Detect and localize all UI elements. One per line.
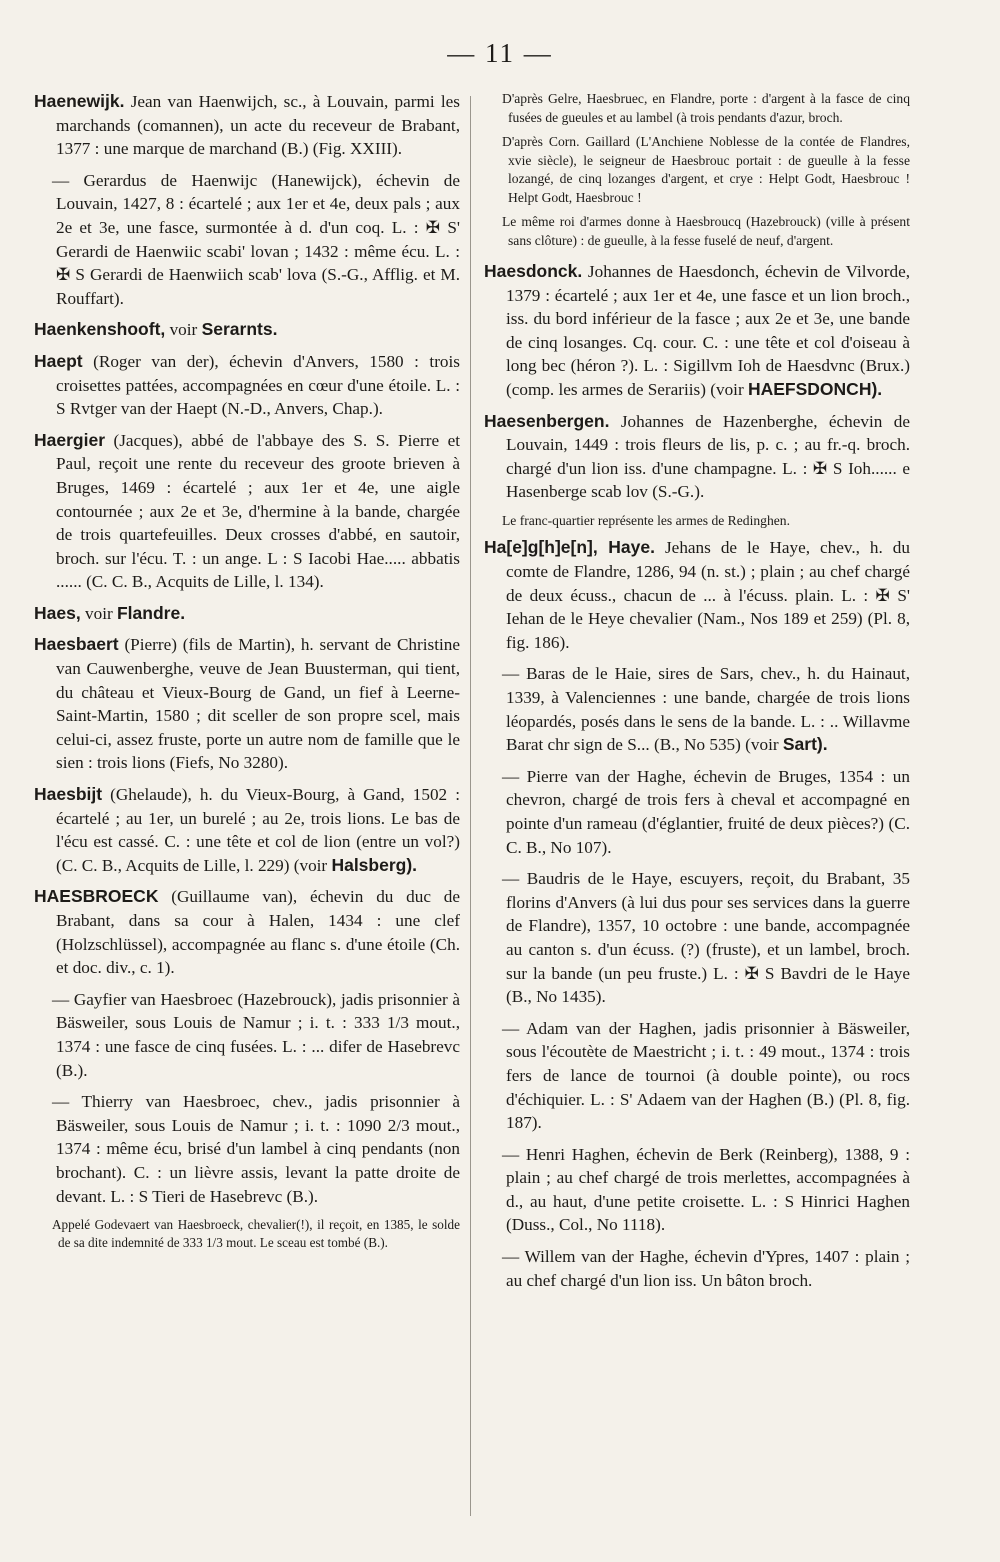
left-column — [34, 90, 460, 1258]
entry-henri — [484, 1143, 910, 1237]
entry-gerardus — [34, 169, 460, 311]
note-gelre — [484, 90, 910, 127]
headword: Haesbijt — [34, 784, 103, 805]
entry-text: voir — [80, 603, 117, 623]
headword: Haes, — [34, 602, 81, 623]
entry-willem — [484, 1245, 910, 1292]
entry-text: — Pierre van der Haghe, échevin de Bruges, 1354 : un chevron, chargé de trois fers à cheval et accompagné en pointe d'un rameau (d'églantier, fruité de deux pièces?) (C. C. B., No 107). — [502, 766, 910, 857]
entry-text: — Henri Haghen, échevin de Berk (Reinberg), 1388, 9 : plain ; au chef chargé de trois merlettes, accompagnées à d., au haut, d'une petite croisette. L. : S Hinrici Haghen (Duss., Col., No 1118). — [502, 1144, 910, 1235]
entry-baras — [484, 662, 910, 756]
entry-text: Jean van Haenwijch, sc., à Louvain, parmi les marchands (comannen), un acte du receveur de Brabant, 1377 : une marque de marchand (B.) (Fig. XXIII). — [56, 92, 460, 159]
headword: Haenewijk. — [34, 91, 125, 111]
entry-adam — [484, 1017, 910, 1135]
entry-text: (Roger van der), échevin d'Anvers, 1580 : trois croisettes pattées, accompagnées en cœur d'une étoile. L. : S Rvtger van der Haept (N.-D., Anvers, Chap.). — [56, 351, 460, 419]
note-franc — [484, 512, 910, 531]
entry-text: — Willem van der Haghe, échevin d'Ypres, 1407 : plain ; au chef chargé d'un lion iss. Un bâton broch. — [502, 1247, 910, 1290]
note-text: Appelé Godevaert van Haesbroeck, chevalier(!), il reçoit, en 1385, le solde de sa dite indemnité de 333 1/3 mout. Le sceau est tombé (B.). — [52, 1217, 460, 1251]
headword: Haesdonck. — [484, 261, 583, 281]
cross-reference: Halsberg). — [331, 854, 418, 875]
entry-text: Johannes de Haesdonch, échevin de Vilvorde, 1379 : écartelé ; aux 1er et 4e, une fasce et un lion broch., iss. du bord inférieur de la fasce ; aux 2e et 3e, une bande de cinq losanges. Cq. cour. C. : une tête et col d'oiseau à long bec (héron ?). L. : Sigillvm Ioh de Haesdvnc (Brux.) (comp. les armes de Serariis) (voir — [506, 262, 910, 399]
entry-haenewijk — [34, 90, 460, 161]
entry-haergier — [34, 429, 460, 594]
entry-haept — [34, 350, 460, 421]
note-roi — [484, 213, 910, 250]
note-text: Le même roi d'armes donne à Haesbroucq (Hazebrouck) (ville à présent sans clôture) : de gueulle, à la fesse fuselé de neuf, d'argent. — [502, 214, 910, 248]
entry-haes — [34, 602, 460, 626]
note-appele — [34, 1216, 460, 1252]
cross-reference: Sart). — [782, 734, 828, 755]
entry-haesenbergen — [484, 410, 910, 504]
right-column — [484, 90, 910, 1300]
entry-text: voir — [165, 320, 202, 340]
page-number: — 11 — — [447, 38, 553, 68]
cross-reference: Serarnts. — [201, 319, 278, 340]
entry-text: — Baudris de le Haye, escuyers, reçoit, du Brabant, 35 florins d'Anvers (à lui dus pour ses services dans la guerre de Flandre), 1357, 10 octobre : une bande, accompagnée au canton s. d'un écuss. (?) (fruste), et un lambel, broch. sur la bande (un peu fruste.) L. : ✠ S Bavdri de le Haye (B., No 1435). — [502, 869, 910, 1007]
entry-haesdonck — [484, 260, 910, 402]
note-text: D'après Gelre, Haesbruec, en Flandre, porte : d'argent à la fasce de cinq fusées de gueules et au lambel (à trois pendants d'azur, broch. — [502, 91, 910, 125]
cross-reference: Flandre. — [116, 602, 186, 623]
entry-text: (Pierre) (fils de Martin), h. servant de Christine van Cauwenberghe, veuve de Jean Buusterman, qui tient, du château et Vieux-Bourg de Gand, un fief à Leerne-Saint-Martin, 1580 ; dit sceller de son propre scel, mais celui-ci, assez fruste, porte un autre nom de famille que le sien : trois lions (Fiefs, No 3280). — [56, 635, 460, 773]
headword: Haept — [34, 350, 83, 371]
headword: Haesbaert — [34, 634, 119, 655]
entry-text: — Gayfier van Haesbroec (Hazebrouck), jadis prisonnier à Bäsweiler, sous Louis de Namur ; i. t. : 333 1/3 mout., 1374 : une fasce de cinq fusées. L. : ... difer de Hasebrevc (B.). — [52, 989, 460, 1080]
cross-reference: HAEFSDONCH). — [747, 378, 883, 399]
entry-text: Jehans de le Haye, chev., h. du comte de Flandre, 1286, 94 (n. st.) ; plain ; au chef chargé de deux écuss., chacun de ... à l'écuss. plain. L. : ✠ S' Iehan de le Heye chevalier (Nam., Nos 189 et 259) (Pl. 8, fig. 186). — [506, 538, 910, 652]
entry-haenkenshooft — [34, 318, 460, 342]
headword: Haesenbergen. — [484, 410, 610, 431]
entry-gayfier — [34, 988, 460, 1082]
entry-pierre — [484, 765, 910, 859]
note-text: Le franc-quartier représente les armes de Redinghen. — [502, 512, 790, 528]
entry-text: (Jacques), abbé de l'abbaye des S. S. Pierre et Paul, reçoit une rente du receveur des groote brieven à Bruges, 1469 : écartelé ; aux 1er et 4e, une aigle contournée ; aux 2e et 3e, d'hermine à la bande, chargée de trois quartefeuilles. Deux crosses d'abbé, en sautoir, broch. sur l'écu. T. : un ange. L : S Iacobi Hae..... abbatis ...... (C. C. B., Acquits de Lille, l. 134). — [56, 430, 460, 592]
entry-text: — Thierry van Haesbroec, chev., jadis prisonnier à Bäsweiler, sous Louis de Namur ; i. t. : 1090 2/3 mout., 1374 : même écu, brisé d'un lambel à cinq pendants (non brochant). C. : un lièvre assis, levant la patte droite de devant. L. : S Tieri de Hasebrevc (B.). — [52, 1092, 460, 1206]
headword: Haergier — [34, 429, 106, 450]
entry-haesbroeck — [34, 885, 460, 979]
note-text: D'après Corn. Gaillard (L'Anchiene Noblesse de la contée de Flandres, xvie siècle), le seigneur de Haesbrouc portait : de gueulle à la fesse lozangé, de cinq lozanges d'argent, et crye : Helpt Godt, Haesbrouc ! Helpt Godt, Haesbrouc ! — [502, 134, 910, 205]
entry-text: — Gerardus de Haenwijc (Hanewijck), échevin de Louvain, 1427, 8 : écartelé ; aux 1er et 4e, deux pals ; aux 2e et 3e, une fasce, surmontée à d. d'un coq. L. : ✠ S' Gerardi de Haenwiic scabi' lovan ; 1432 : même écu. L. : ✠ S Gerardi de Haenwiich scab' lova (S.-G., Afflig. et M. Rouffart). — [52, 170, 460, 308]
headword: HAESBROECK — [34, 886, 159, 907]
entry-text: (Guillaume van), échevin du duc de Brabant, dans sa cour à Halen, 1434 : une clef (Holzschlüssel), accompagnée au flanc s. d'une étoile (Ch. et doc. div., c. 1). — [56, 887, 460, 978]
entry-haesbaert — [34, 633, 460, 775]
entry-text: (Ghelaude), h. du Vieux-Bourg, à Gand, 1502 : écartelé ; au 1er, un burelé ; au 2e, trois lions. Le bas de l'écu est cassé. C. : une tête et col de lion (entre un vol?) (C. C. B., Acquits de Lille, l. 229) (voir — [56, 785, 460, 875]
entry-baudris — [484, 867, 910, 1009]
entry-text: — Baras de le Haie, sires de Sars, chev., h. du Hainaut, 1339, à Valenciennes : une bande, chargée de trois lions léopardés, posés dans le sens de la bande. L. : .. Willavme Barat chr sign de S... (B., No 535) (voir — [502, 664, 910, 755]
entry-text: Johannes de Hazenberghe, échevin de Louvain, 1449 : trois fleurs de lis, p. c. ; au fr.-q. broch. chargé d'un lion iss. d'une champagne. L. : ✠ S Ioh...... e Hasenberge scab lov (S.-G.). — [506, 411, 910, 502]
entry-haye — [484, 536, 910, 654]
column-divider — [470, 96, 471, 1516]
headword: Ha[e]g[h]e[n], Haye. — [484, 537, 655, 558]
entry-thierry — [34, 1090, 460, 1208]
entry-haesbijt — [34, 783, 460, 877]
entry-text: — Adam van der Haghen, jadis prisonnier à Bäsweiler, sous l'écoutète de Maestricht ; i. t. : 49 mout., 1374 : trois fers de lance de tournoi (à double pointe), ou rocs d'échiquier. L. : S' Adaem van der Haghen (B.) (Pl. 8, fig. 187). — [502, 1018, 910, 1133]
headword: Haenkenshooft, — [34, 319, 166, 340]
note-corn — [484, 133, 910, 207]
